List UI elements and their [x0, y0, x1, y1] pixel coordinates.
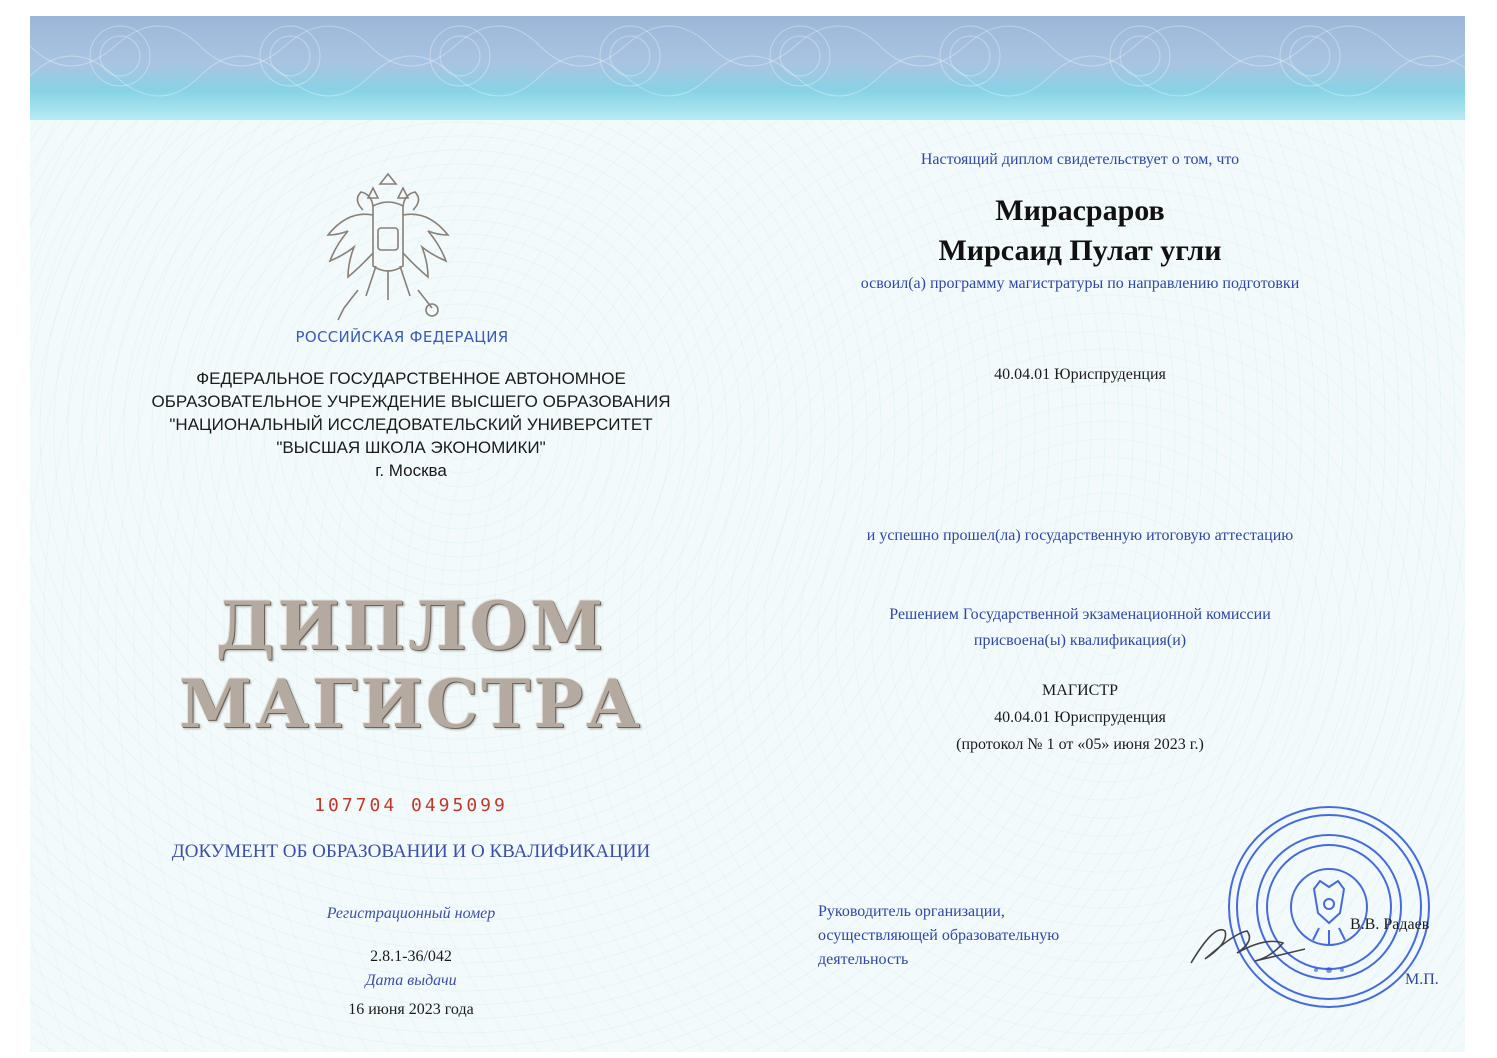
diploma-title-line-2: МАГИСТРА: [179, 665, 643, 743]
university-seal-icon: [1226, 804, 1432, 1010]
org-city: г. Москва: [375, 461, 447, 480]
qualification-program: 40.04.01 Юриспруденция: [994, 709, 1166, 726]
org-line-3: "НАЦИОНАЛЬНЫЙ ИССЛЕДОВАТЕЛЬСКИЙ УНИВЕРСИТЕТ: [169, 415, 653, 434]
diploma-sheet: [30, 16, 1465, 1052]
security-band: [30, 16, 1465, 120]
issue-date: 16 июня 2023 года: [348, 1001, 474, 1018]
head-name: В.В. Радаев: [1350, 916, 1430, 933]
head-label-line-2: осуществляющей образовательную: [818, 927, 1060, 944]
org-line-1: ФЕДЕРАЛЬНОЕ ГОСУДАРСТВЕННОЕ АВТОНОМНОЕ: [196, 369, 626, 388]
program-name: 40.04.01 Юриспруденция: [994, 366, 1166, 383]
seal-place-label: М.П.: [1405, 971, 1439, 988]
org-line-4: "ВЫСШАЯ ШКОЛА ЭКОНОМИКИ": [276, 438, 546, 457]
registration-number-label: Регистрационный номер: [326, 905, 496, 922]
head-label-line-1: Руководитель организации,: [818, 903, 1005, 920]
double-headed-eagle-icon: [318, 170, 458, 330]
qualification-title: МАГИСТР: [1042, 682, 1118, 699]
commission-decision-line-1: Решением Государственной экзаменационной комиссии: [889, 606, 1271, 623]
country-name: РОССИЙСКАЯ ФЕДЕРАЦИЯ: [295, 328, 509, 346]
certificate-intro: Настоящий диплом свидетельствует о том, что: [920, 151, 1240, 168]
commission-decision-line-2: присвоена(ы) квалификация(и): [973, 632, 1187, 649]
graduate-surname: Мирасраров: [995, 194, 1165, 227]
program-mastered-text: освоил(а) программу магистратуры по направлению подготовки: [860, 275, 1300, 292]
guilloche-pattern: [30, 16, 1465, 120]
head-label-line-3: деятельность: [818, 951, 909, 968]
attestation-passed-text: и успешно прошел(ла) государственную итоговую аттестацию: [866, 527, 1294, 544]
issue-date-label: Дата выдачи: [365, 972, 457, 989]
diploma-title-line-1: ДИПЛОМ: [215, 587, 607, 665]
protocol-reference: (протокол № 1 от «05» июня 2023 г.): [956, 736, 1204, 753]
org-line-2: ОБРАЗОВАТЕЛЬНОЕ УЧРЕЖДЕНИЕ ВЫСШЕГО ОБРАЗОВАНИЯ: [151, 392, 671, 411]
document-type: ДОКУМЕНТ ОБ ОБРАЗОВАНИИ И О КВАЛИФИКАЦИИ: [171, 841, 651, 862]
signature-icon: [1185, 913, 1315, 973]
graduate-given-names: Мирсаид Пулат угли: [938, 234, 1222, 267]
serial-number: 107704 0495099: [314, 795, 508, 816]
registration-number: 2.8.1-36/042: [370, 948, 452, 965]
